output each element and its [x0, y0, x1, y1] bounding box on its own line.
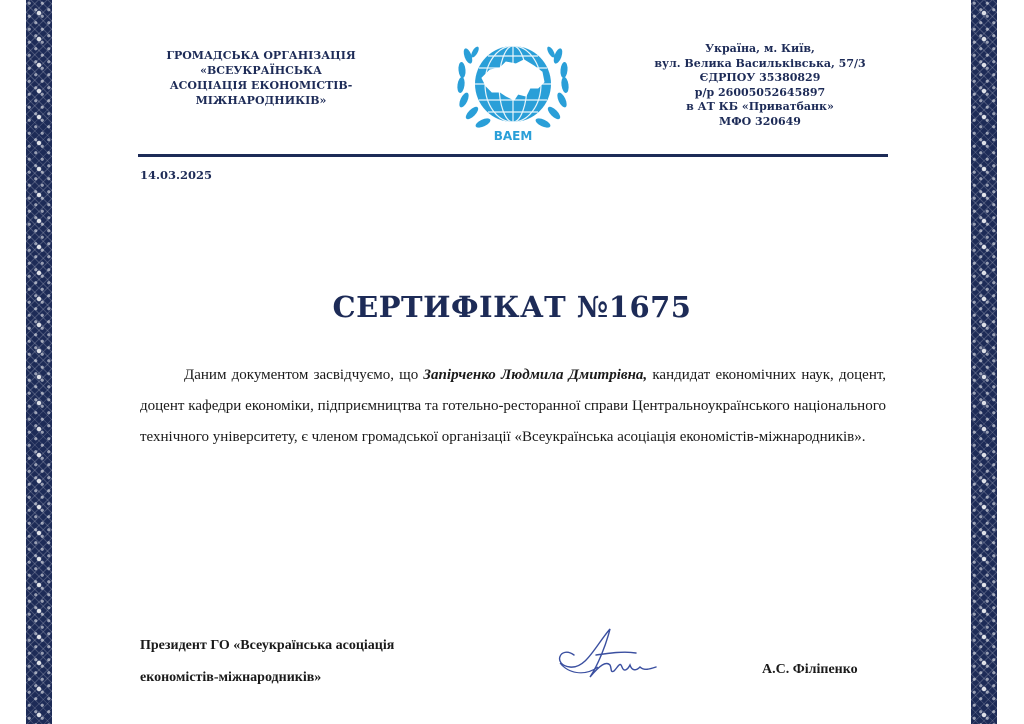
- document-date: 14.03.2025: [140, 168, 213, 182]
- org-line: АСОЦІАЦІЯ ЕКОНОМІСТІВ-: [169, 79, 353, 92]
- address-line: р/р 26005052645897: [694, 85, 826, 99]
- address-line: вул. Велика Васильківська, 57/3: [654, 56, 866, 70]
- header-divider: [138, 154, 888, 157]
- certificate-body: [140, 360, 886, 453]
- certificate-title: СЕРТИФІКАТ №1675: [332, 290, 692, 324]
- address-line: ЄДРПОУ 35380829: [699, 71, 821, 84]
- member-name: Запірченко Людмила Дмитрівна,: [423, 367, 648, 383]
- signer-position: [140, 630, 394, 694]
- org-line: «ВСЕУКРАЇНСЬКА: [200, 64, 322, 77]
- globe-icon: [475, 46, 551, 122]
- ornamental-border-left: [26, 0, 52, 724]
- body-lead: Даним документом засвідчуємо, що: [184, 367, 419, 383]
- handwritten-signature: [540, 615, 670, 690]
- address-line: в АТ КБ «Приватбанк»: [686, 100, 834, 113]
- signer-position-line: Президент ГО «Всеукраїнська асоціація: [140, 638, 395, 653]
- body-rest: кандидат економічних наук, доцент, доцент кафедри економіки, підприємництва та готельно-ресторанної справи Центральноукраїнського національного технічного університету, є членом громадської організації «Всеукраїнська асоціація економістів-міжнародників».: [140, 367, 887, 445]
- org-line: МІЖНАРОДНИКІВ»: [195, 94, 327, 107]
- organization-name: [150, 48, 372, 108]
- organization-address: [640, 42, 880, 129]
- org-line: ГРОМАДСЬКА ОРГАНІЗАЦІЯ: [166, 49, 356, 62]
- address-line: МФО 320649: [719, 114, 801, 128]
- ornamental-border-right: [971, 0, 997, 724]
- logo-text: ВАЕМ: [493, 129, 533, 143]
- address-line: Україна, м. Київ,: [705, 42, 815, 55]
- signer-position-line: економістів-міжнародників»: [140, 670, 322, 685]
- vaem-logo: [444, 26, 582, 146]
- signer-name: А.С. Філіпенко: [762, 662, 858, 677]
